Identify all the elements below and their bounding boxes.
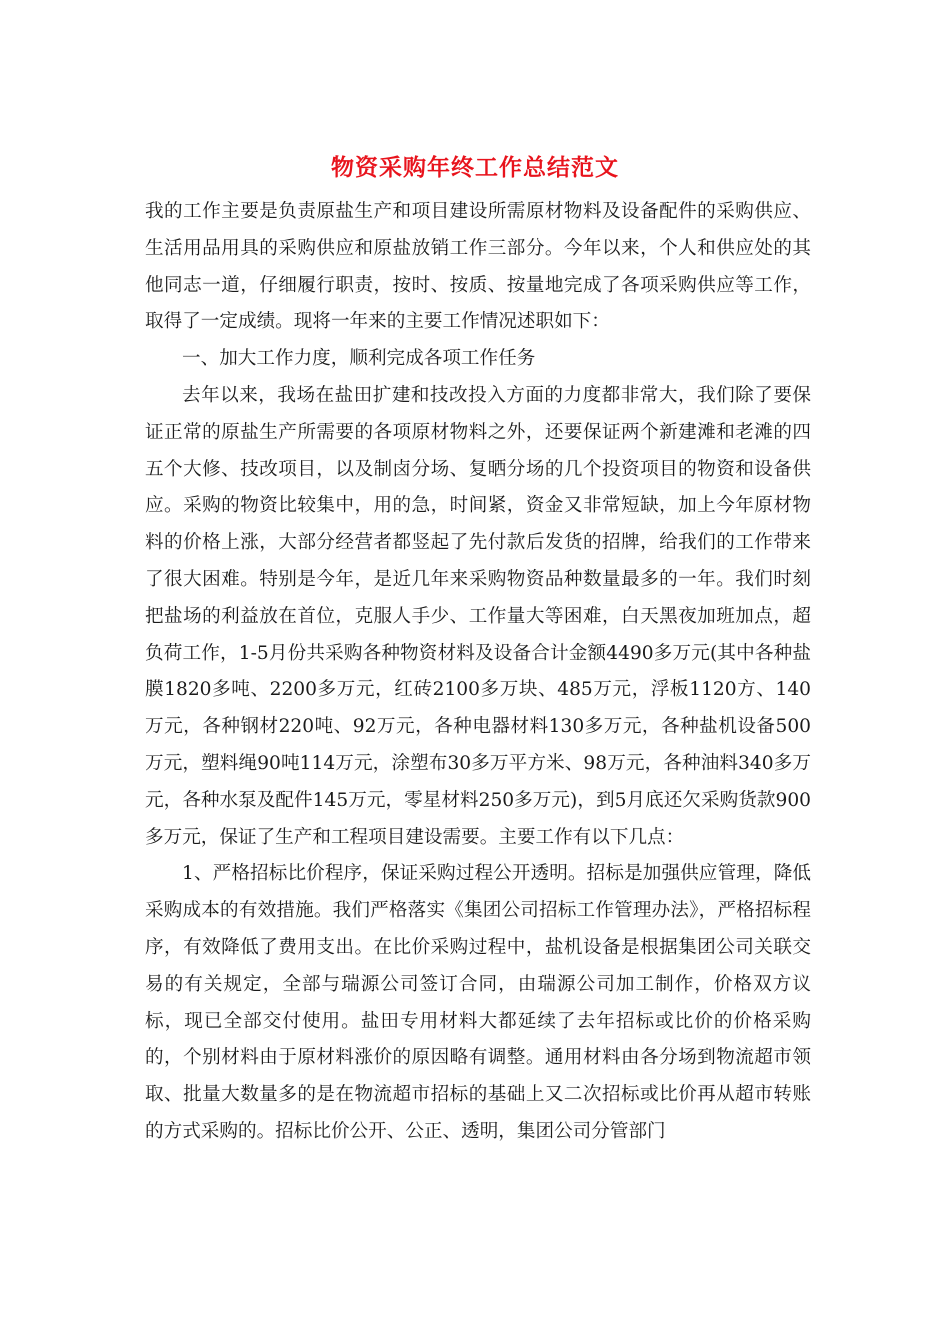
section-heading: 一、加大工作力度，顺利完成各项工作任务: [182, 348, 536, 370]
paragraph-work-summary: 去年以来，我场在盐田扩建和技改投入方面的力度都非常大，我们除了要保证正常的原盐生产所需要的各项原材物料之外，还要保证两个新建滩和老滩的四五个大修、技改项目，以及制卤分场、复晒分场的几个投资项目的物资和设备供应。采购的物资比较集中，用的急，时间紧，资金又非常短缺，加上今年原材物料的价格上涨，大部分经营者都竖起了先付款后发货的招牌，给我们的工作带来了很大困难。特别是今年，是近几年来采购物资品种数量最多的一年。我们时刻把盐场的利益放在首位，克服人手少、工作量大等困难，白天黑夜加班加点，超负荷工作，1-5月份共采购各种物资材料及设备合计金额4490多万元(其中各种盐膜1820多吨、2200多万元，红砖2100多万块、485万元，浮板1120方、140万元，各种钢材220吨、92万元，各种电器材料130多万元，各种盐机设备500万元，塑料绳90吨114万元，涂塑布30多万平方米、98万元，各种油料340多万元，各种水泵及配件145万元，零星材料250多万元)，到5月底还欠采购货款900多万元，保证了生产和工程项目建设需要。主要工作有以下几点：: [145, 384, 811, 848]
paragraph-bidding: 1、严格招标比价程序，保证采购过程公开透明。招标是加强供应管理，降低采购成本的有效措施。我们严格落实《集团公司招标工作管理办法》，严格招标程序，有效降低了费用支出。在比价采购过程中，盐机设备是根据集团公司关联交易的有关规定，全部与瑞源公司签订合同，由瑞源公司加工制作，价格双方议标，现已全部交付使用。盐田专用材料大都延续了去年招标或比价的价格采购的，个别材料由于原材料涨价的原因略有调整。通用材料由各分场到物流超市领取、批量大数量多的是在物流超市招标的基础上又二次招标或比价再从超市转账的方式采购的。招标比价公开、公正、透明，集团公司分管部门: [145, 863, 811, 1142]
document-title: 物资采购年终工作总结范文: [331, 154, 619, 181]
document-body: [145, 194, 811, 1151]
paragraph-intro: 我的工作主要是负责原盐生产和项目建设所需原材物料及设备配件的采购供应、生活用品用具的采购供应和原盐放销工作三部分。今年以来，个人和供应处的其他同志一道，仔细履行职责，按时、按质、按量地完成了各项采购供应等工作，取得了一定成绩。现将一年来的主要工作情况述职如下：: [145, 201, 811, 333]
